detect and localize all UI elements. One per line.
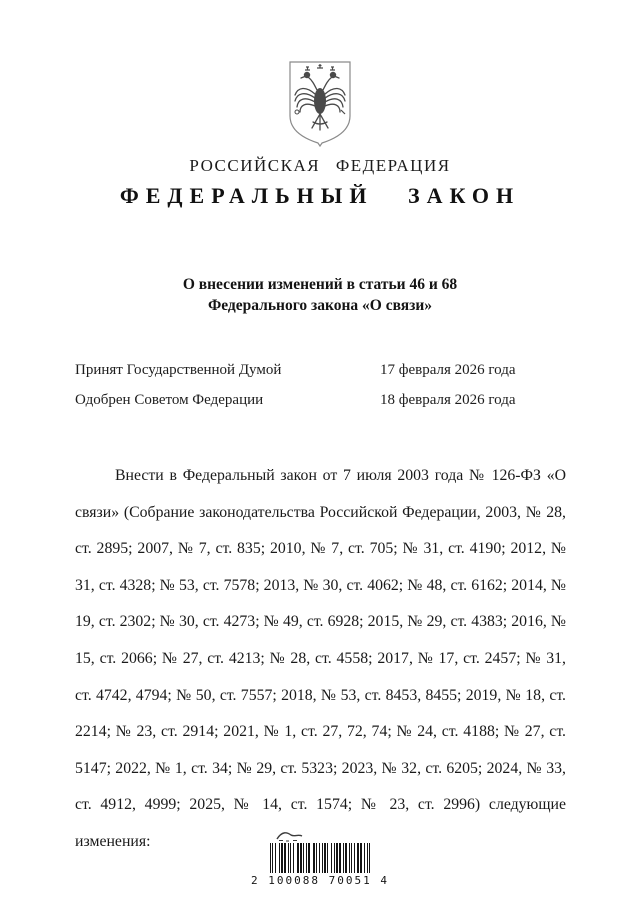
adoption-date: 18 февраля 2026 года: [380, 392, 516, 408]
coat-of-arms: [0, 60, 640, 148]
adoption-block: [75, 362, 566, 422]
country-label: РОССИЙСКАЯ ФЕДЕРАЦИЯ: [189, 156, 451, 175]
russian-coat-of-arms-icon: [284, 60, 356, 148]
law-title-line1: О внесении изменений в статьи 46 и 68: [182, 276, 458, 293]
adoption-label: Одобрен Советом Федерации: [75, 392, 264, 408]
barcode-bars: [270, 843, 370, 873]
handwritten-mark-icon: [273, 828, 307, 843]
adoption-date: 17 февраля 2026 года: [380, 362, 516, 378]
adoption-row-federation-council: [75, 392, 566, 422]
adoption-row-duma: [75, 362, 566, 392]
document-type-title: ФЕДЕРАЛЬНЫЙ ЗАКОН: [119, 183, 521, 208]
barcode-digits: 2 100088 70051 4: [251, 874, 389, 887]
law-title: [0, 274, 640, 316]
adoption-label: Принят Государственной Думой: [75, 362, 282, 378]
law-title-line2: Федерального закона «О связи»: [207, 297, 433, 314]
barcode-block: [0, 828, 640, 887]
body-paragraph: Внести в Федеральный закон от 7 июля 2003 года № 126-ФЗ «О связи» (Собрание законодательства Российской Федерации, 2003, № 28, ст. 2895; 2007, № 7, ст. 835; 2010, № 7, ст. 705; № 31, ст. 4190; 2012, № 31, ст. 4328; № 53, ст. 7578; 2013, № 30, ст. 4062; № 48, ст. 6162; 2014, № 19, ст. 2302; № 30, ст. 4273; № 49, ст. 6928; 2015, № 29, ст. 4383; 2016, № 15, ст. 2066; № 27, ст. 4213; № 28, ст. 4558; 2017, № 17, ст. 2457; № 31, ст. 4742, 4794; № 50, ст. 7557; 2018, № 53, ст. 8453, 8455; 2019, № 18, ст. 2214; № 23, ст. 2914; 2021, № 1, ст. 27, 72, 74; № 24, ст. 4188; № 27, ст. 5147; 2022, № 1, ст. 34; № 29, ст. 5323; 2023, № 32, ст. 6205; 2024, № 33, ст. 4912, 4999; 2025, № 14, ст. 1574; № 23, ст. 2996) следующие изменения:: [75, 467, 566, 850]
